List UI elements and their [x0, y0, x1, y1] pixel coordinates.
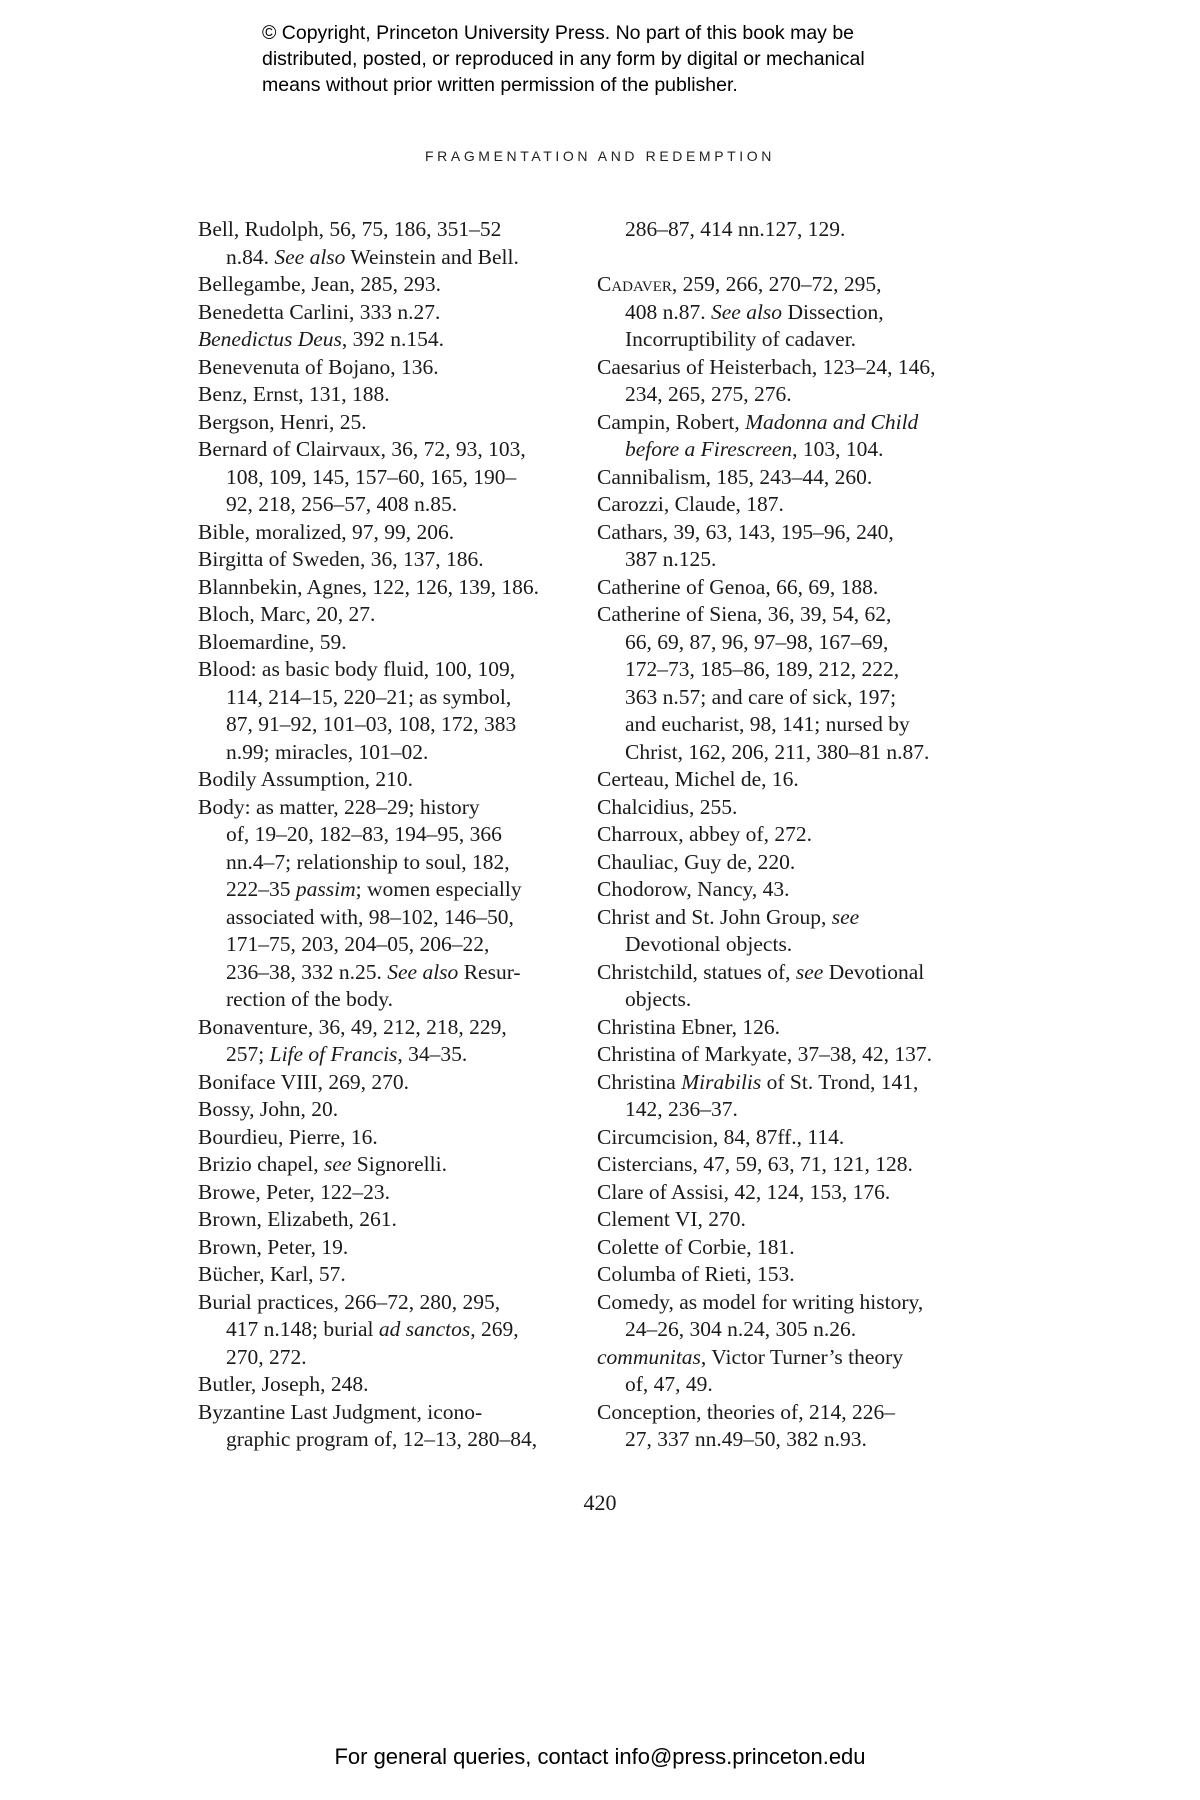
index-text: 24–26, 304 n.24, 305 n.26. [625, 1317, 857, 1341]
index-entry [198, 409, 598, 437]
index-entry [597, 574, 997, 602]
index-text: Blood: as basic body fluid, 100, 109, [198, 657, 516, 681]
index-entry-continuation [198, 876, 598, 904]
index-text: before a Firescreen [625, 437, 793, 461]
index-text: Mirabilis [681, 1069, 762, 1094]
index-entry [198, 794, 598, 822]
index-entry [597, 519, 997, 547]
index-text: Brizio chapel, [198, 1152, 324, 1176]
index-entry-continuation [198, 1041, 598, 1069]
index-entry [198, 436, 598, 464]
index-text: graphic program of, 12–13, 280–84, [226, 1427, 538, 1451]
index-text: 222–35 [226, 877, 296, 901]
index-text: Dissection, [782, 299, 884, 324]
index-entry-continuation [597, 1426, 997, 1454]
index-entry-continuation [198, 959, 598, 987]
index-entry [597, 1206, 997, 1234]
index-text: 114, 214–15, 220–21; as symbol, [226, 684, 512, 709]
index-text: Burial practices, 266–72, 280, 295, [198, 1289, 501, 1314]
index-text: Body: as matter, 228–29; history [198, 794, 480, 819]
index-text: Carozzi, Claude, 187. [597, 492, 784, 516]
index-entry [198, 546, 598, 574]
index-entry-continuation [597, 381, 997, 409]
index-text: Blannbekin, Agnes, 122, 126, 139, 186. [198, 574, 539, 599]
index-text: Bloemardine, 59. [198, 629, 347, 654]
index-text: ; women especially [355, 877, 522, 901]
index-text: 236–38, 332 n.25. [226, 959, 388, 984]
index-entry-continuation [198, 684, 598, 712]
index-entry [597, 491, 997, 519]
index-entry [597, 1041, 997, 1069]
index-text: 408 n.87. [625, 299, 711, 324]
index-text: Butler, Joseph, 248. [198, 1372, 369, 1396]
index-text: 108, 109, 145, 157–60, 165, 190– [226, 464, 517, 489]
index-entry-continuation [597, 216, 997, 244]
index-text: see [323, 1152, 352, 1176]
index-text: of St. Trond, 141, [761, 1069, 919, 1094]
index-entry [198, 354, 598, 382]
index-entry [597, 959, 997, 987]
index-text: Devotional objects. [625, 932, 793, 956]
index-column-right [597, 216, 997, 1454]
index-text: Resur- [458, 959, 521, 984]
index-entry [198, 574, 598, 602]
index-text: Bodily Assumption, 210. [198, 767, 414, 791]
index-text: 270, 272. [226, 1344, 307, 1369]
index-text: Certeau, Michel de, 16. [597, 767, 799, 791]
index-text: Bloch, Marc, 20, 27. [198, 602, 376, 626]
index-text: Devotional [823, 959, 925, 984]
index-text: Christina Ebner, 126. [597, 1014, 781, 1039]
index-text: Charroux, abbey of, 272. [597, 822, 812, 846]
index-entry [597, 1261, 997, 1289]
index-entry [597, 876, 997, 904]
index-text: See also [387, 959, 459, 984]
index-text: 142, 236–37. [625, 1097, 738, 1121]
index-text: Columba of Rieti, 153. [597, 1262, 795, 1286]
index-text: of, 19–20, 182–83, 194–95, 366 [226, 822, 502, 846]
index-text: Incorruptibility of cadaver. [625, 327, 857, 351]
index-text: Catherine of Siena, 36, 39, 54, 62, [597, 602, 892, 626]
index-text: Chalcidius, 255. [597, 794, 738, 819]
index-text: Christina [597, 1069, 682, 1094]
index-text: 92, 218, 256–57, 408 n.85. [226, 492, 458, 516]
index-text: Comedy, as model for writing history, [597, 1289, 924, 1314]
index-text: 417 n.148; burial [226, 1317, 379, 1341]
index-text: see [795, 959, 824, 984]
index-entry [198, 326, 598, 354]
index-text: 87, 91–92, 101–03, 108, 172, 383 [226, 712, 517, 736]
index-text: , 269, [470, 1317, 519, 1341]
index-entry-continuation [597, 656, 997, 684]
index-text: Conception, theories of, 214, 226– [597, 1399, 895, 1424]
index-text: 387 n.125. [625, 547, 717, 571]
index-entry [198, 1234, 598, 1262]
index-text: See also [274, 244, 346, 269]
index-text: Bellegambe, Jean, 285, 293. [198, 272, 442, 296]
index-entry-continuation [198, 739, 598, 767]
index-entry [198, 1151, 598, 1179]
index-text: passim [295, 877, 356, 901]
index-text: Brown, Peter, 19. [198, 1234, 349, 1259]
footer-contact: For general queries, contact info@press.princeton.edu [334, 1744, 866, 1769]
index-text: n.99; miracles, 101–02. [226, 739, 429, 764]
index-entry-continuation [198, 821, 598, 849]
copyright-line: means without prior written permission of the publisher. [262, 74, 738, 96]
index-text: 363 n.57; and care of sick, 197; [625, 684, 897, 709]
index-entry [198, 519, 598, 547]
index-text: associated with, 98–102, 146–50, [226, 904, 514, 929]
index-text: Cannibalism, 185, 243–44, 260. [597, 464, 873, 489]
index-entry-continuation [597, 931, 997, 959]
index-entry-continuation [597, 326, 997, 354]
index-text: Benz, Ernst, 131, 188. [198, 382, 390, 406]
index-text: and eucharist, 98, 141; nursed by [625, 712, 910, 736]
index-text: Chauliac, Guy de, 220. [597, 849, 796, 874]
index-text: , 259, 266, 270–72, 295, [671, 272, 882, 296]
index-entry [198, 629, 598, 657]
index-entry-continuation [198, 244, 598, 272]
index-entry-continuation [198, 491, 598, 519]
index-text: Chodorow, Nancy, 43. [597, 877, 790, 901]
index-entry-continuation [198, 711, 598, 739]
index-text: Bossy, John, 20. [198, 1097, 339, 1121]
index-text: Byzantine Last Judgment, icono- [198, 1399, 483, 1424]
index-entry-continuation [597, 436, 997, 464]
index-text: Catherine of Genoa, 66, 69, 188. [597, 574, 879, 599]
index-text: of, 47, 49. [625, 1372, 713, 1396]
index-entry [198, 1124, 598, 1152]
index-text: Bible, moralized, 97, 99, 206. [198, 519, 455, 544]
index-entry [597, 1014, 997, 1042]
index-text: 27, 337 nn.49–50, 382 n.93. [625, 1427, 867, 1451]
index-entry [597, 766, 997, 794]
running-head: FRAGMENTATION AND REDEMPTION [425, 148, 775, 164]
index-text: Signorelli. [351, 1152, 447, 1176]
index-entry-continuation [198, 931, 598, 959]
index-entry-continuation [198, 904, 598, 932]
index-entry [198, 271, 598, 299]
index-entry-continuation [597, 684, 997, 712]
index-text: Birgitta of Sweden, 36, 137, 186. [198, 547, 484, 571]
index-text: Circumcision, 84, 87ff., 114. [597, 1124, 845, 1149]
index-entry [597, 821, 997, 849]
index-entry [597, 904, 997, 932]
index-text: Benevenuta of Bojano, 136. [198, 354, 439, 379]
index-text: Cistercians, 47, 59, 63, 71, 121, 128. [597, 1152, 913, 1176]
index-text: Campin, Robert, [597, 409, 746, 434]
page-number: 420 [583, 1490, 617, 1515]
index-text: Bourdieu, Pierre, 16. [198, 1124, 378, 1149]
index-text: Christ, 162, 206, 211, 380–81 n.87. [625, 739, 930, 764]
index-text: , 392 n.154. [341, 327, 445, 351]
index-text: Bell, Rudolph, 56, 75, 186, 351–52 [198, 217, 502, 241]
index-text: Benedictus Deus [198, 327, 342, 351]
index-entry [198, 381, 598, 409]
index-entry [198, 1399, 598, 1427]
index-text: Benedetta Carlini, 333 n.27. [198, 299, 441, 324]
index-entry [597, 849, 997, 877]
index-entry-continuation [597, 1371, 997, 1399]
index-column-left [198, 216, 598, 1454]
index-entry [597, 601, 997, 629]
index-entry-continuation [597, 1096, 997, 1124]
copyright-line: distributed, posted, or reproduced in any form by digital or mechanical [262, 48, 865, 70]
index-entry-continuation [198, 986, 598, 1014]
index-entry [597, 1399, 997, 1427]
index-entry-continuation [597, 739, 997, 767]
index-text: 172–73, 185–86, 189, 212, 222, [625, 657, 900, 681]
index-entry [597, 1124, 997, 1152]
index-entry [597, 1289, 997, 1317]
index-entry [597, 1069, 997, 1097]
index-text: Bergson, Henri, 25. [198, 409, 367, 434]
index-text: , 103, 104. [792, 437, 884, 461]
index-entry [198, 1014, 598, 1042]
index-entry-continuation [597, 299, 997, 327]
index-text: , 34–35. [397, 1042, 468, 1066]
index-text: Brown, Elizabeth, 261. [198, 1207, 397, 1231]
index-entry-continuation [597, 1316, 997, 1344]
index-text: Weinstein and Bell. [345, 244, 519, 269]
index-entry [198, 656, 598, 684]
index-text: 286–87, 414 nn.127, 129. [625, 217, 846, 241]
index-entry [198, 601, 598, 629]
index-text: Bücher, Karl, 57. [198, 1262, 346, 1286]
index-entry-continuation [198, 1426, 598, 1454]
index-entry-continuation [198, 1344, 598, 1372]
index-text: objects. [625, 987, 692, 1011]
index-entry [198, 766, 598, 794]
index-entry [597, 1179, 997, 1207]
index-text: Caesarius of Heisterbach, 123–24, 146, [597, 354, 936, 379]
index-entry-continuation [198, 1316, 598, 1344]
index-text: 66, 69, 87, 96, 97–98, 167–69, [625, 629, 889, 654]
index-entry [597, 794, 997, 822]
index-entry [198, 216, 598, 244]
index-text: see [831, 904, 860, 929]
index-text: Christina of Markyate, 37–38, 42, 137. [597, 1042, 932, 1066]
index-text: ad sanctos [378, 1317, 471, 1341]
index-text: Boniface VIII, 269, 270. [198, 1069, 409, 1094]
index-entry [597, 354, 997, 382]
index-text: nn.4–7; relationship to soul, 182, [226, 849, 510, 874]
index-text: Clement VI, 270. [597, 1207, 746, 1231]
index-text: Bernard of Clairvaux, 36, 72, 93, 103, [198, 437, 526, 461]
index-text: Christchild, statues of, [597, 959, 796, 984]
index-entry [198, 1371, 598, 1399]
index-text: n.84. [226, 244, 275, 269]
index-text: Life of Francis [269, 1042, 398, 1066]
index-text: Bonaventure, 36, 49, 212, 218, 229, [198, 1014, 507, 1039]
index-text: rection of the body. [226, 987, 393, 1011]
index-text: Cathars, 39, 63, 143, 195–96, 240, [597, 519, 894, 544]
index-entry [198, 1289, 598, 1317]
index-entry [597, 464, 997, 492]
index-entry-continuation [597, 629, 997, 657]
index-entry-continuation [198, 464, 598, 492]
index-entry [198, 1069, 598, 1097]
index-entry-continuation [198, 849, 598, 877]
index-entry [198, 1179, 598, 1207]
index-text: 171–75, 203, 204–05, 206–22, [226, 932, 490, 956]
index-text: Colette of Corbie, 181. [597, 1234, 795, 1259]
index-entry-continuation [597, 546, 997, 574]
index-text: 257; [226, 1042, 270, 1066]
index-text: , Victor Turner’s theory [700, 1344, 904, 1369]
index-text: 234, 265, 275, 276. [625, 382, 792, 406]
copyright-notice [262, 20, 982, 98]
index-entry [597, 1344, 997, 1372]
index-entry [198, 1206, 598, 1234]
index-entry [597, 409, 997, 437]
index-entry [198, 1261, 598, 1289]
index-entry-continuation [597, 986, 997, 1014]
index-entry [597, 1151, 997, 1179]
index-text: Clare of Assisi, 42, 124, 153, 176. [597, 1179, 891, 1204]
index-text: Christ and St. John Group, [597, 904, 832, 929]
index-entry-continuation [597, 711, 997, 739]
index-text: Browe, Peter, 122–23. [198, 1179, 391, 1204]
copyright-line: © Copyright, Princeton University Press. No part of this book may be [262, 22, 855, 44]
index-entry [198, 299, 598, 327]
index-text: Cadaver [597, 272, 672, 296]
index-text: See also [711, 299, 783, 324]
index-entry [597, 1234, 997, 1262]
index-text: Madonna and Child [745, 409, 919, 434]
index-entry [198, 1096, 598, 1124]
index-entry [597, 271, 997, 299]
index-text: communitas [597, 1344, 701, 1369]
